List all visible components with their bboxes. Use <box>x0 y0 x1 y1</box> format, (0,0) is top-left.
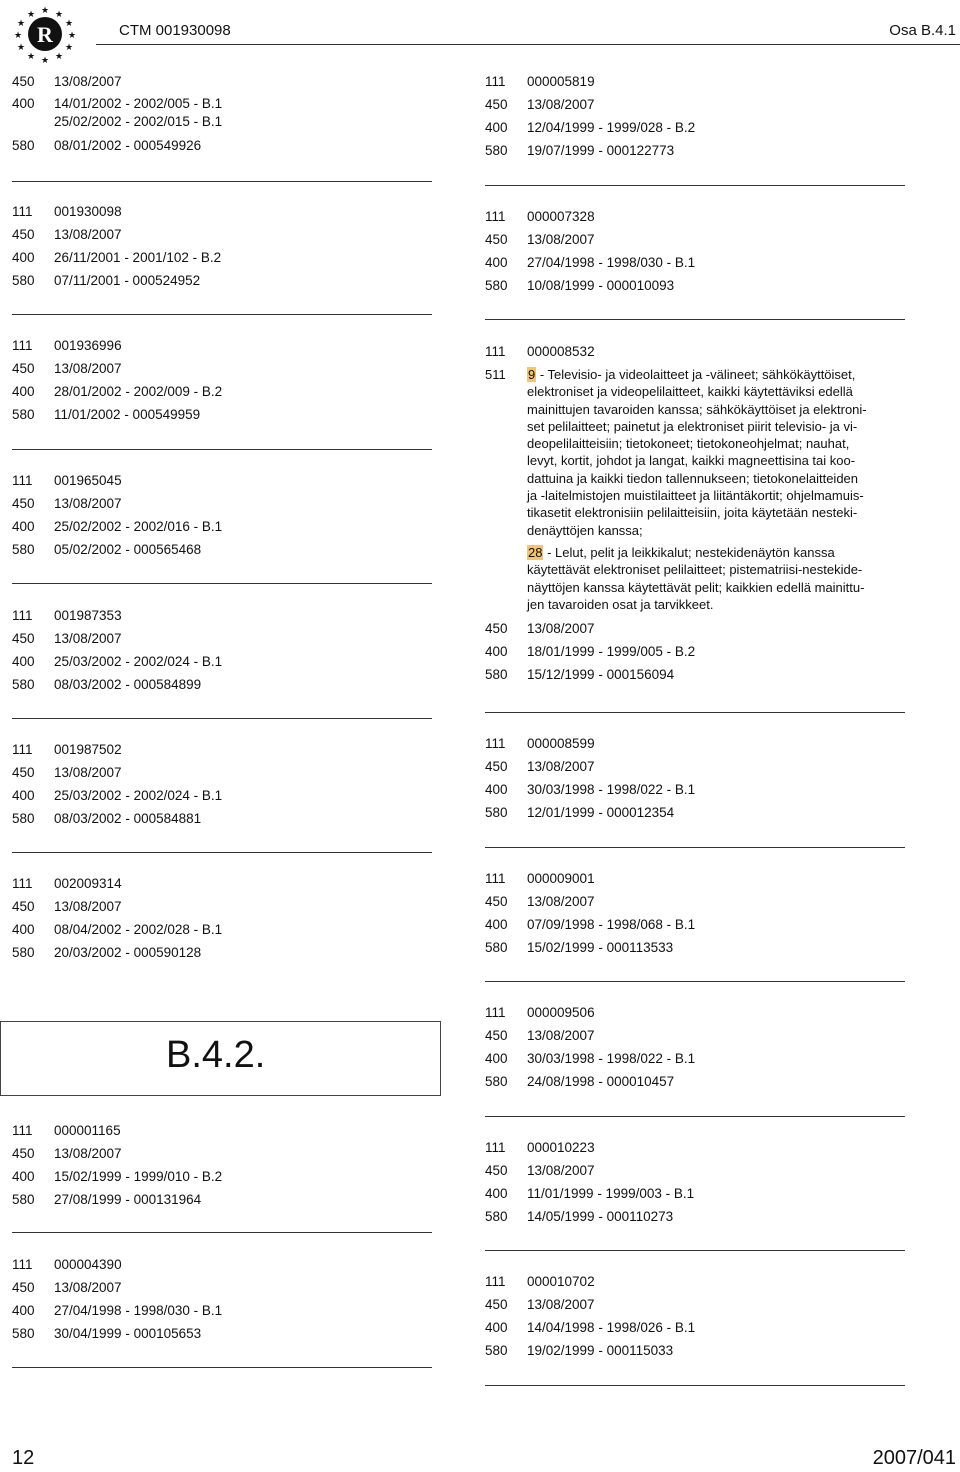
field-code: 111 <box>485 1140 506 1155</box>
field-code: 400 <box>12 654 35 669</box>
separator <box>12 583 432 584</box>
record-001936996 <box>12 334 432 426</box>
field-value: 000010223 <box>527 1140 595 1155</box>
page-number: 12 <box>12 1447 35 1469</box>
record-001930098 <box>12 200 432 292</box>
field-value: 000008599 <box>527 736 595 751</box>
field-value: 13/08/2007 <box>527 759 595 774</box>
separator <box>485 981 905 982</box>
field-value: 07/09/1998 - 1998/068 - B.1 <box>527 917 696 932</box>
field-value: 19/07/1999 - 000122773 <box>527 143 675 158</box>
class-number-28: 28 <box>528 544 543 560</box>
field-code: 450 <box>485 894 508 909</box>
field-code: 450 <box>485 97 508 112</box>
record-000004390 <box>12 1253 432 1345</box>
field-code: 111 <box>12 1257 33 1272</box>
field-value: 000009506 <box>527 1005 595 1020</box>
field-code: 400 <box>485 644 508 660</box>
field-code: 511 <box>485 367 506 382</box>
field-code: 450 <box>12 361 35 376</box>
field-code: 111 <box>12 473 33 488</box>
field-value: 15/12/1999 - 000156094 <box>527 667 675 683</box>
field-code: 111 <box>12 338 33 353</box>
field-value: 08/03/2002 - 000584881 <box>54 811 202 826</box>
field-value: 001930098 <box>54 204 122 219</box>
record-000010223 <box>485 1136 905 1228</box>
class-number-9: 9 <box>528 367 536 382</box>
field-value: 13/08/2007 <box>54 227 122 242</box>
field-code: 400 <box>12 384 35 399</box>
field-code: 111 <box>485 74 506 89</box>
svg-text:★: ★ <box>13 31 23 41</box>
svg-text:★: ★ <box>16 43 26 53</box>
field-value: 13/08/2007 <box>527 894 595 909</box>
field-code: 400 <box>12 788 35 803</box>
field-value: 10/08/1999 - 000010093 <box>527 278 675 293</box>
record-001965045 <box>12 469 432 561</box>
separator <box>485 1385 905 1386</box>
field-code: 450 <box>12 227 35 242</box>
field-code: 580 <box>485 1343 508 1358</box>
field-value: 13/08/2007 <box>527 232 595 247</box>
separator <box>12 852 432 853</box>
svg-text:★: ★ <box>67 31 77 41</box>
class-text-line: levyt, kortit, johdot ja langat, kaikki magneettisina tai koo- <box>527 453 856 469</box>
field-code: 580 <box>485 143 508 158</box>
field-code: 450 <box>12 1280 35 1295</box>
svg-text:★: ★ <box>64 19 74 29</box>
field-code: 580 <box>12 1326 35 1341</box>
field-row <box>12 93 432 134</box>
field-code: 580 <box>12 407 35 422</box>
field-value: 13/08/2007 <box>527 97 595 112</box>
field-code: 450 <box>12 899 35 914</box>
record-000001165 <box>12 1119 432 1211</box>
goods-services-text <box>527 366 905 613</box>
record-001987502 <box>12 738 432 830</box>
field-value: 11/01/2002 - 000549959 <box>54 407 201 422</box>
record-000010702 <box>485 1270 905 1362</box>
field-code: 400 <box>12 1303 35 1318</box>
field-value: 15/02/1999 - 000113533 <box>527 940 674 955</box>
field-code: 111 <box>485 209 506 224</box>
field-code: 580 <box>485 1209 508 1224</box>
class-text-line: tikasetit elektronisiin pelilaitteisiin, joita käytetään nesteki- <box>527 505 858 521</box>
field-value: 25/02/2002 - 2002/015 - B.1 <box>54 113 223 129</box>
field-value: 08/04/2002 - 2002/028 - B.1 <box>54 922 223 937</box>
field-code: 450 <box>485 621 508 637</box>
svg-text:★: ★ <box>26 52 36 62</box>
field-code: 450 <box>485 1297 508 1312</box>
field-code: 580 <box>12 677 35 692</box>
field-value: 26/11/2001 - 2001/102 - B.2 <box>54 250 222 265</box>
field-code: 580 <box>12 138 35 153</box>
field-code: 450 <box>485 232 508 247</box>
field-value: 13/08/2007 <box>527 1297 595 1312</box>
section-tag-box <box>0 1021 441 1096</box>
field-value: 25/03/2002 - 2002/024 - B.1 <box>54 654 223 669</box>
field-value: 000005819 <box>527 74 595 89</box>
field-value: 27/04/1998 - 1998/030 - B.1 <box>527 255 696 270</box>
separator <box>485 319 905 320</box>
field-value: 20/03/2002 - 000590128 <box>54 945 202 960</box>
field-code: 400 <box>12 250 35 265</box>
separator <box>485 185 905 186</box>
field-code: 450 <box>485 1028 508 1043</box>
field-code: 450 <box>485 759 508 774</box>
record-left-first <box>12 70 432 157</box>
field-value: 14/04/1998 - 1998/026 - B.1 <box>527 1320 696 1335</box>
field-value: 18/01/1999 - 1999/005 - B.2 <box>527 644 696 660</box>
field-value: 002009314 <box>54 876 122 891</box>
field-value: 19/02/1999 - 000115033 <box>527 1343 674 1358</box>
class-text-line: - Lelut, pelit ja leikkikalut; nestekidenäytön kanssa <box>543 544 835 560</box>
field-value: 13/08/2007 <box>54 361 122 376</box>
field-code: 400 <box>485 782 508 797</box>
field-code: 580 <box>12 542 35 557</box>
field-code: 580 <box>485 1074 508 1089</box>
field-code: 580 <box>12 811 35 826</box>
field-code: 400 <box>12 519 35 534</box>
svg-text:★: ★ <box>54 52 64 62</box>
field-code: 450 <box>12 1146 35 1161</box>
field-value: 13/08/2007 <box>54 899 122 914</box>
field-code: 400 <box>12 96 35 111</box>
svg-text:R: R <box>37 22 53 47</box>
field-code: 400 <box>485 120 508 135</box>
field-value: 28/01/2002 - 2002/009 - B.2 <box>54 384 223 399</box>
class-text-line: mainittujen tavaroiden kanssa; sähkökäyttöiset ja elektroni- <box>527 401 867 417</box>
field-value: 001965045 <box>54 473 122 488</box>
separator <box>485 1250 905 1251</box>
field-value: 001987502 <box>54 742 122 757</box>
record-002009314 <box>12 872 432 964</box>
issue-number: 2007/041 <box>872 1447 956 1469</box>
field-value: 27/08/1999 - 000131964 <box>54 1192 202 1207</box>
field-value: 001987353 <box>54 608 122 623</box>
field-value: 000004390 <box>54 1257 122 1272</box>
field-code: 400 <box>485 1320 508 1335</box>
field-code: 111 <box>12 204 33 219</box>
field-value: 14/01/2002 - 2002/005 - B.1 <box>54 96 223 111</box>
field-code: 580 <box>485 278 508 293</box>
svg-text:★: ★ <box>54 10 64 20</box>
field-code: 450 <box>12 74 35 89</box>
field-value: 001936996 <box>54 338 122 353</box>
field-code: 111 <box>12 608 33 623</box>
field-code: 111 <box>12 1123 33 1138</box>
field-value: 30/04/1999 - 000105653 <box>54 1326 202 1341</box>
field-code: 580 <box>12 945 35 960</box>
separator <box>12 1232 432 1233</box>
svg-text:★: ★ <box>26 10 36 20</box>
class-text-line: käytettävät elektroniset pelilaitteet; pistematriisi-nestekide- <box>527 562 863 578</box>
field-value: 000010702 <box>527 1274 595 1289</box>
field-value: 30/03/1998 - 1998/022 - B.1 <box>527 1051 696 1066</box>
field-value: 13/08/2007 <box>54 1280 122 1295</box>
separator <box>485 847 905 848</box>
field-code: 400 <box>485 1051 508 1066</box>
record-000009001 <box>485 867 905 959</box>
svg-text:★: ★ <box>16 19 26 29</box>
field-value: 08/03/2002 - 000584899 <box>54 677 202 692</box>
class-text-line: set pelilaitteet; painetut ja elektroniset piirit televisio- ja vi- <box>527 418 858 434</box>
field-row <box>12 134 432 157</box>
field-value: 08/01/2002 - 000549926 <box>54 138 202 153</box>
field-value: 000009001 <box>527 871 595 886</box>
field-code: 400 <box>485 255 508 270</box>
field-value: 000008532 <box>527 344 595 359</box>
field-value: 000007328 <box>527 209 595 224</box>
record-000005819 <box>485 70 905 162</box>
field-code: 400 <box>12 1169 35 1184</box>
field-code: 580 <box>485 805 508 820</box>
class-text-line: deopelilaitteisiin; tietokoneet; tietokoneohjelmat; nauhat, <box>527 436 850 452</box>
section-tag: B.4.2. <box>166 1034 266 1076</box>
field-code: 580 <box>12 1192 35 1207</box>
field-value: 000001165 <box>54 1123 121 1138</box>
field-code: 400 <box>12 922 35 937</box>
svg-text:★: ★ <box>40 6 50 16</box>
class-text-line: - Televisio- ja videolaitteet ja -välineet; sähkökäyttöiset, <box>536 367 856 382</box>
separator <box>12 718 432 719</box>
svg-text:★: ★ <box>40 56 50 64</box>
separator <box>12 314 432 315</box>
field-code: 111 <box>485 736 506 751</box>
field-code: 400 <box>485 1186 508 1201</box>
class-text-line: näyttöjen kanssa käytettävät pelit; kaikkien edellä mainittu- <box>527 579 865 595</box>
field-code: 450 <box>12 765 35 780</box>
class-text-line: jen tavaroiden osat ja tarvikkeet. <box>527 596 714 612</box>
field-value: 13/08/2007 <box>54 1146 122 1161</box>
field-row <box>12 70 432 93</box>
field-code: 400 <box>485 917 508 932</box>
field-value: 30/03/1998 - 1998/022 - B.1 <box>527 782 696 797</box>
field-value: 13/08/2007 <box>527 1028 595 1043</box>
record-000008532 <box>485 340 905 686</box>
field-value: 13/08/2007 <box>54 74 122 89</box>
field-value: 11/01/1999 - 1999/003 - B.1 <box>527 1186 695 1201</box>
field-value: 12/04/1999 - 1999/028 - B.2 <box>527 120 696 135</box>
field-code: 450 <box>12 631 35 646</box>
field-value: 07/11/2001 - 000524952 <box>54 273 201 288</box>
field-value: 24/08/1998 - 000010457 <box>527 1074 675 1089</box>
field-value: 13/08/2007 <box>54 765 122 780</box>
field-value: 13/08/2007 <box>54 496 122 511</box>
field-value: 13/08/2007 <box>527 1163 595 1178</box>
field-code: 111 <box>485 1274 506 1289</box>
record-000008599 <box>485 732 905 824</box>
separator <box>12 181 432 182</box>
field-code: 111 <box>485 1005 506 1020</box>
field-code: 111 <box>12 876 33 891</box>
record-000007328 <box>485 205 905 297</box>
field-value: 25/03/2002 - 2002/024 - B.1 <box>54 788 223 803</box>
eu-emblem-logo <box>8 4 82 64</box>
class-text-line: ja -laitelmistojen muistilaitteet ja liitäntäkortit; ohjelmamuis- <box>527 488 864 504</box>
field-code: 111 <box>485 344 506 359</box>
field-value: 13/08/2007 <box>527 621 595 637</box>
field-value: 12/01/1999 - 000012354 <box>527 805 675 820</box>
record-000009506 <box>485 1001 905 1093</box>
svg-text:★: ★ <box>64 43 74 53</box>
field-value: 25/02/2002 - 2002/016 - B.1 <box>54 519 223 534</box>
field-code: 450 <box>12 496 35 511</box>
field-value: 05/02/2002 - 000565468 <box>54 542 202 557</box>
class-text-line: denäyttöjen kanssa; <box>527 522 643 538</box>
field-code: 450 <box>485 1163 508 1178</box>
field-value: 14/05/1999 - 000110273 <box>527 1209 674 1224</box>
header-rule <box>96 44 960 45</box>
separator <box>12 449 432 450</box>
separator <box>485 712 905 713</box>
document-title: CTM 001930098 <box>119 22 231 39</box>
field-code: 111 <box>12 742 33 757</box>
class-paragraph-28 <box>527 545 864 612</box>
field-code: 111 <box>485 871 506 886</box>
field-code: 580 <box>12 273 35 288</box>
record-001987353 <box>12 604 432 696</box>
goods-services-field <box>485 363 905 617</box>
class-paragraph-9 <box>527 367 867 538</box>
field-value: 15/02/1999 - 1999/010 - B.2 <box>54 1169 223 1184</box>
field-value: 27/04/1998 - 1998/030 - B.1 <box>54 1303 223 1318</box>
separator <box>12 1367 432 1368</box>
class-text-line: elektroniset ja videopelilaitteet, kaikki käytettäviksi edellä <box>527 384 853 400</box>
class-text-line: dattuina ja kaikki tiedon tallennukseen; tietokonelaitteiden <box>527 470 859 486</box>
field-code: 580 <box>485 940 508 955</box>
field-value: 13/08/2007 <box>54 631 122 646</box>
field-code: 580 <box>485 667 508 683</box>
separator <box>485 1116 905 1117</box>
section-label: Osa B.4.1 <box>889 22 956 39</box>
